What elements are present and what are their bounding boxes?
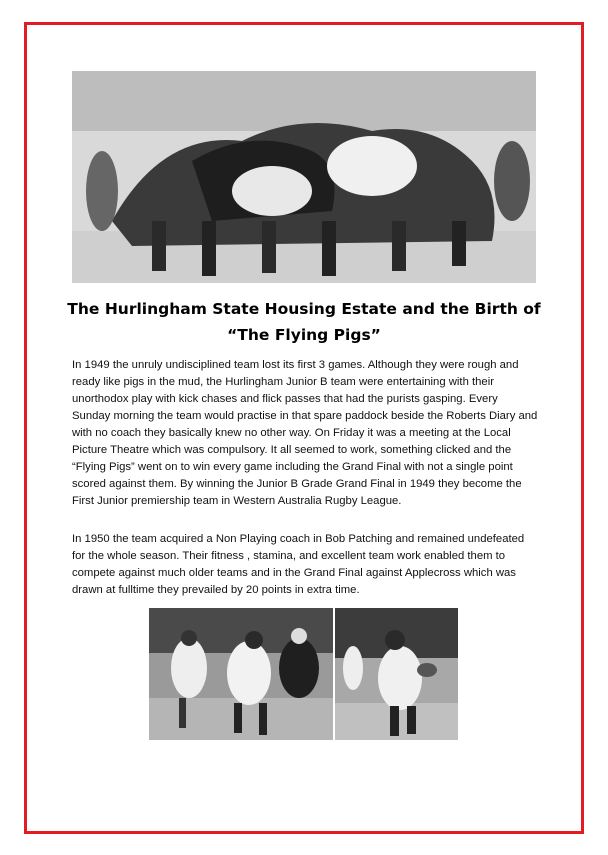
paragraph-1949: In 1949 the unruly undisciplined team lost its first 3 games. Although they were rough and ready like pigs in the mud, the Hurlingham Junior B team were entertaining with their unorthodox play with kick chases and flick passes that had the purists gasping. Every Sunday morning the team would practise in that spare paddock beside the Roberts Diary and with no coach they basically knew no other way. On Friday it was a meeting at the Local Picture Theatre which was compulsory. It all seemed to work, something clicked and the “Flying Pigs” went on to win every game including the Grand Final with not a single point scored against them. By winning the Junior B Grade Grand Final in 1949 they become the First Junior premiership team in Western Australia Rugby League. [72,359,538,507]
rugby-tackle-photo [149,608,333,740]
rugby-scrum-photo [72,71,536,283]
rugby-runner-photo [335,608,458,740]
paragraph-1950: In 1950 the team acquired a Non Playing coach in Bob Patching and remained undefeated for the whole season. Their fitness , stamina, and excellent team work enabled them to compete against much older teams and in the Grand Final against Applecross which was drawn at fulltime they prevailed by 20 points in extra time. [72,533,525,596]
document-title: The Hurlingham State Housing Estate and the Birth of “The Flying Pigs” [67,300,541,344]
